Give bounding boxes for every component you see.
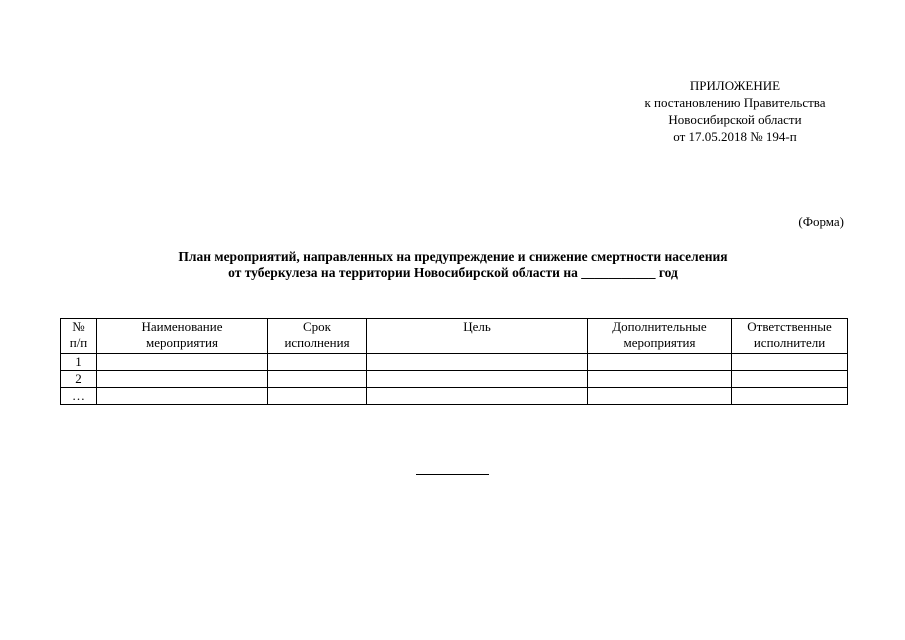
- row-number: 1: [61, 354, 97, 371]
- header-deadline: [268, 319, 367, 354]
- table-row: [61, 388, 848, 405]
- table-row: [61, 354, 848, 371]
- row-number: 2: [61, 371, 97, 388]
- header-number-line1: №: [72, 319, 85, 334]
- end-separator-line: [416, 474, 489, 475]
- title-line-1: План мероприятий, направленных на предупреждение и снижение смертности населения: [178, 249, 728, 264]
- appendix-region: Новосибирской области: [668, 112, 802, 127]
- header-additional-activities: [588, 319, 732, 354]
- cell-responsible: [732, 354, 848, 371]
- header-additional-line1: Дополнительные: [612, 319, 707, 334]
- header-deadline-line2: исполнения: [284, 335, 350, 350]
- header-goal: [367, 319, 588, 354]
- plan-table: [60, 318, 848, 405]
- form-label: (Форма): [798, 214, 844, 229]
- table-row: [61, 371, 848, 388]
- appendix-resolution: к постановлению Правительства: [644, 95, 826, 110]
- cell-additional: [588, 388, 732, 405]
- header-activity-name: [97, 319, 268, 354]
- document-title: [60, 249, 846, 281]
- cell-deadline: [268, 388, 367, 405]
- header-number: [61, 319, 97, 354]
- cell-activity: [97, 388, 268, 405]
- table-header-row: [61, 319, 848, 354]
- header-additional-line2: мероприятия: [623, 335, 696, 350]
- cell-additional: [588, 354, 732, 371]
- appendix-block: [600, 77, 870, 145]
- cell-activity: [97, 371, 268, 388]
- header-responsible-line2: исполнители: [753, 335, 826, 350]
- cell-responsible: [732, 388, 848, 405]
- cell-goal: [367, 371, 588, 388]
- appendix-title: ПРИЛОЖЕНИЕ: [689, 78, 781, 93]
- header-number-line2: п/п: [69, 335, 88, 350]
- cell-additional: [588, 371, 732, 388]
- cell-deadline: [268, 354, 367, 371]
- header-responsible-line1: Ответственные: [747, 319, 832, 334]
- cell-activity: [97, 354, 268, 371]
- cell-goal: [367, 354, 588, 371]
- cell-responsible: [732, 371, 848, 388]
- header-responsible: [732, 319, 848, 354]
- title-line-2: от туберкулеза на территории Новосибирской области на ___________ год: [228, 265, 678, 280]
- header-deadline-line1: Срок: [303, 319, 331, 334]
- header-activity-line2: мероприятия: [145, 335, 218, 350]
- header-goal-line1: Цель: [463, 319, 491, 334]
- cell-goal: [367, 388, 588, 405]
- row-number: …: [61, 388, 97, 405]
- appendix-date-number: от 17.05.2018 № 194-п: [673, 129, 797, 144]
- cell-deadline: [268, 371, 367, 388]
- header-activity-line1: Наименование: [141, 319, 223, 334]
